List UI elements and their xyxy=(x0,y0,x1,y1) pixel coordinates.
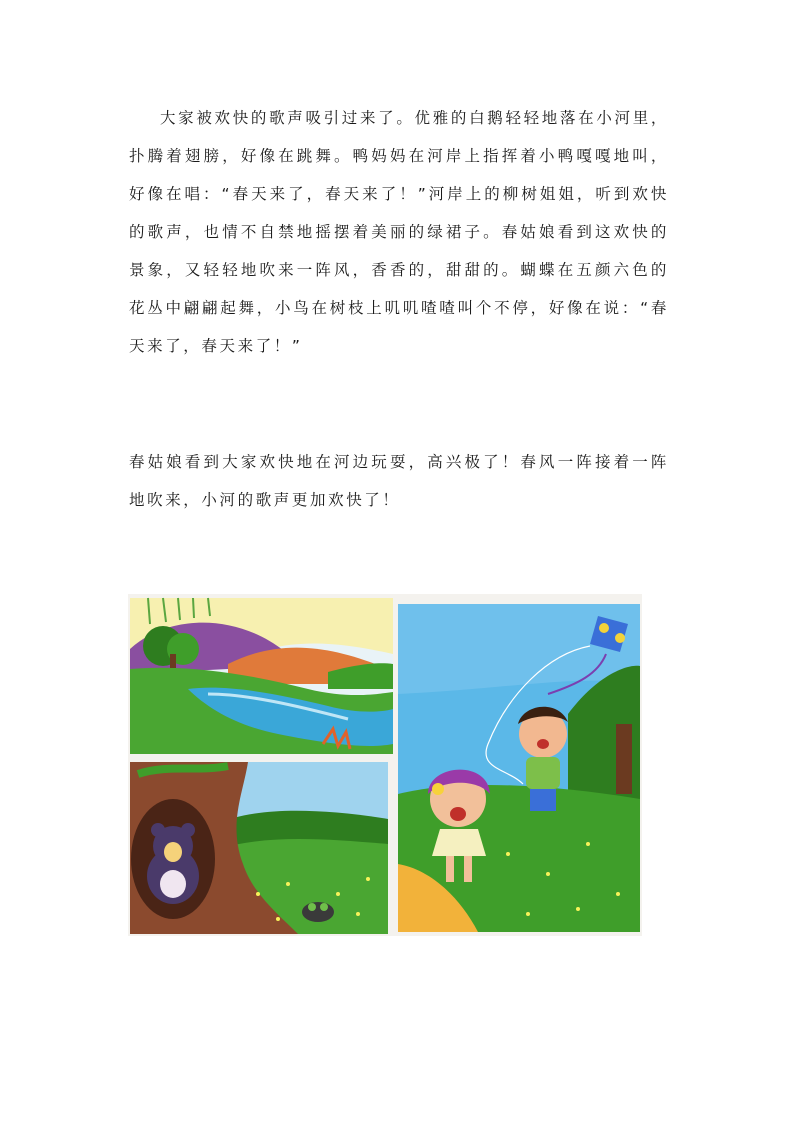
bear xyxy=(147,823,199,904)
story-paragraph-1: 大家被欢快的歌声吸引过来了。优雅的白鹅轻轻地落在小河里，扑腾着翅膀，好像在跳舞。鸭妈妈在河岸上指挥着小鸭嘎嘎地叫，好像在唱：“春天来了，春天来了！”河岸上的柳树姐姐，听到欢快的歌声，也情不自禁地摇摆着美丽的绿裙子。春姑娘看到这欢快的景象，又轻轻地吹来一阵风，香香的，甜甜的。蝴蝶在五颜六色的花丛中翩翩起舞，小鸟在树枝上叽叽喳喳叫个不停，好像在说：“春天来了，春天来了！” xyxy=(129,109,669,355)
story-paragraph-2: 春姑娘看到大家欢快地在河边玩耍，高兴极了！春风一阵接着一阵地吹来，小河的歌声更加欢快了！ xyxy=(129,453,669,509)
frog xyxy=(302,902,334,922)
spring-illustration xyxy=(128,594,642,936)
river-panel xyxy=(130,598,393,754)
bear-panel xyxy=(130,762,388,934)
kite-panel xyxy=(398,604,640,932)
